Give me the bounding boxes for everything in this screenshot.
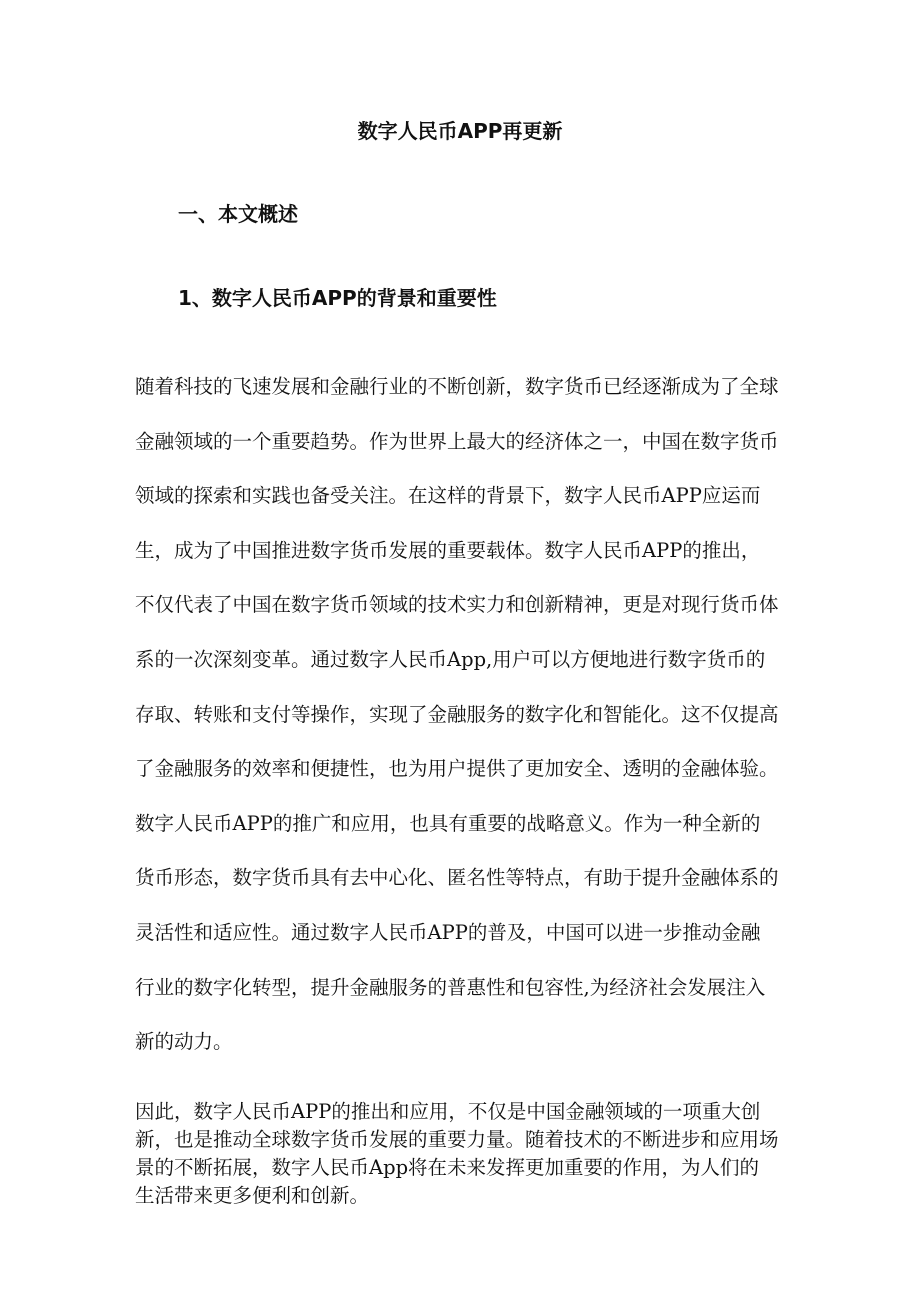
paragraph-line: 因此，数字人民币APP的推出和应用，不仅是中国金融领域的一项重大创 [135,1100,761,1123]
paragraph-line: 货币形态，数字货币具有去中心化、匿名性等特点，有助于提升金融体系的 [135,866,779,890]
paragraph-line: 不仅代表了中国在数字货币领域的技术实力和创新精神，更是对现行货币体 [135,593,779,617]
paragraph-line: 生，成为了中国推进数字货币发展的重要载体。数字人民币APP的推出， [135,538,761,562]
paragraph-line: 存取、转账和支付等操作，实现了金融服务的数字化和智能化。这不仅提高 [135,702,779,726]
paragraph-line: 新，也是推动全球数字货币发展的重要力量。随着技术的不断进步和应用场 [135,1128,779,1151]
body-paragraph-1 [135,360,795,1070]
paragraph-line: 随着科技的飞速发展和金融行业的不断创新，数字货币已经逐渐成为了全球 [135,375,779,398]
subsection-heading: 1、数字人民币APP的背景和重要性 [178,286,497,310]
document-title: 数字人民币APP再更新 [357,119,563,143]
paragraph-line: 景的不断拓展，数字人民币App将在未来发挥更加重要的作用，为人们的 [135,1156,760,1179]
paragraph-line: 新的动力。 [135,1030,233,1054]
paragraph-line: 行业的数字化转型，提升金融服务的普惠性和包容性,为经济社会发展注入 [135,975,766,999]
paragraph-line: 生活带来更多便利和创新。 [135,1184,370,1207]
section-heading: 一、本文概述 [178,202,298,226]
paragraph-line: 系的一次深刻变革。通过数字人民币App,用户可以方便地进行数字货币的 [135,647,766,671]
paragraph-line: 数字人民币APP的推广和应用，也具有重要的战略意义。作为一种全新的 [135,811,761,835]
paragraph-line: 领域的探索和实践也备受关注。在这样的背景下，数字人民币APP应运而 [135,484,761,508]
paragraph-line: 灵活性和适应性。通过数字人民币APP的普及，中国可以进一步推动金融 [135,920,761,944]
body-paragraph-2 [135,1098,795,1210]
paragraph-line: 金融领域的一个重要趋势。作为世界上最大的经济体之一，中国在数字货币 [135,429,779,453]
paragraph-line: 了金融服务的效率和便捷性，也为用户提供了更加安全、透明的金融体验。 [135,757,779,781]
